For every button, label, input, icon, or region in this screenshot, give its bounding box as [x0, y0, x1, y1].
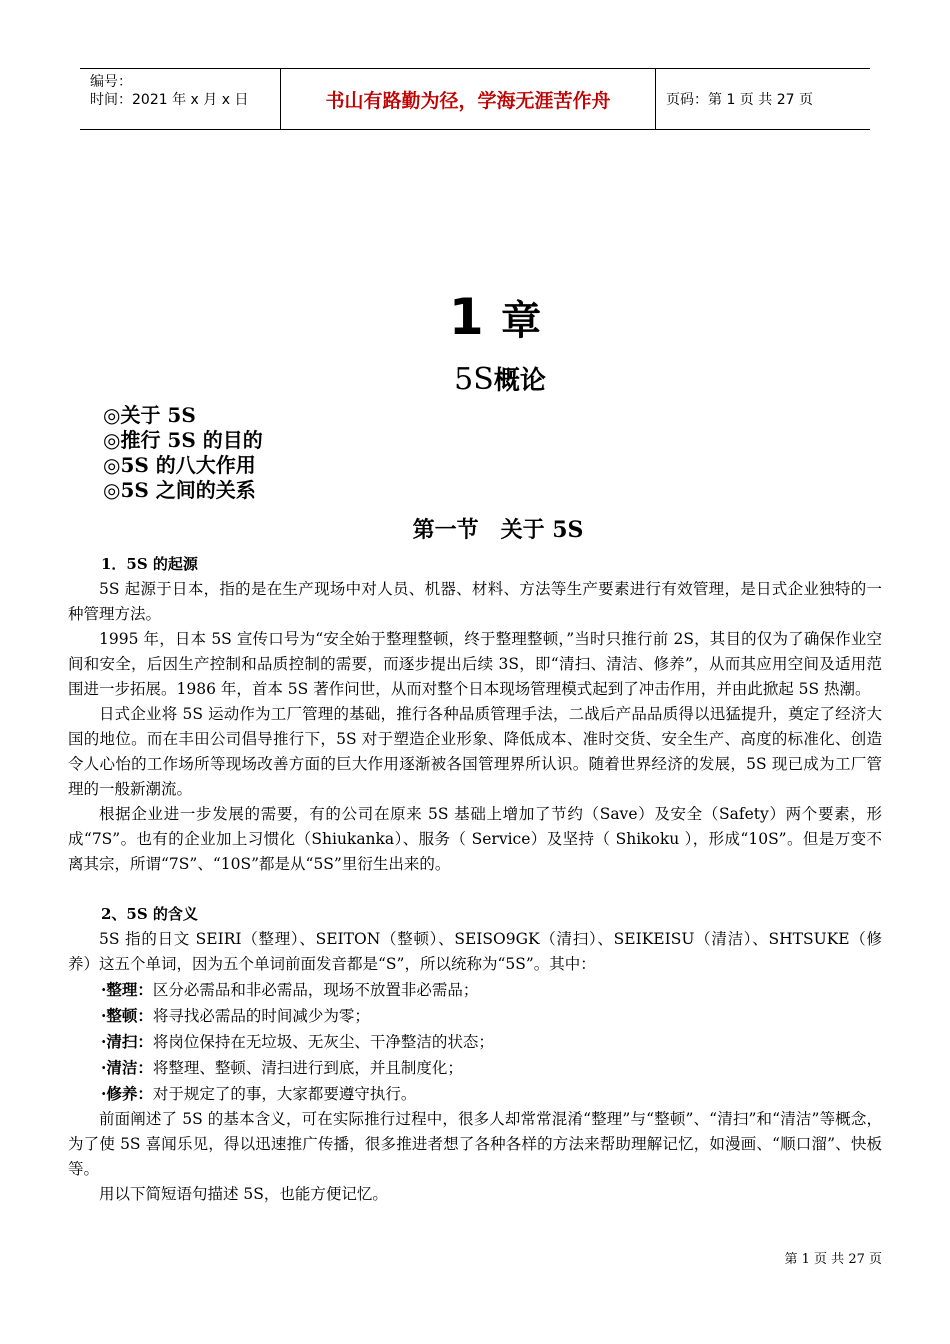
definition-term: ·整顿：	[101, 1006, 153, 1025]
page-footer: 第 1 页 共 27 页	[784, 1252, 882, 1267]
body-text	[68, 552, 882, 1207]
motto: 书山有路勤为径，学海无涯苦作舟	[281, 69, 656, 129]
chapter-word: 章	[501, 298, 542, 344]
chapter-title-zh: 概论	[493, 366, 546, 396]
toc-item: ◎推行 5S 的目的	[103, 428, 263, 452]
header-table	[80, 68, 870, 130]
paragraph: 5S 起源于日本，指的是在生产现场中对人员、机器、材料、方法等生产要素进行有效管理，是日式企业独特的一种管理方法。	[68, 580, 882, 623]
definition-term: ·修养：	[101, 1084, 153, 1103]
toc-item: ◎关于 5S	[103, 403, 196, 427]
paragraph: 5S 指的日文 SEIRI（整理）、SEITON（整顿）、SEISO9GK（清扫）、SEIKEISU（清洁）、SHTSUKE（修养）这五个单词，因为五个单词前面发音都是“S”，所以统称为“5S”。其中：	[68, 930, 882, 973]
definition-text: 将整理、整顿、清扫进行到底，并且制度化；	[152, 1059, 463, 1077]
definition-term: ·清洁：	[101, 1058, 153, 1077]
chapter-number: 1	[448, 288, 484, 346]
chapter-toc	[103, 403, 263, 503]
paragraph: 1995 年，日本 5S 宣传口号为“安全始于整理整顿，终于整理整顿，”当时只推行前 2S，其目的仅为了确保作业空间和安全，后因生产控制和品质控制的需要，而逐步提出后续 3S，即“清扫、清洁、修养”，从而其应用空间及适用范围进一步拓展。1986 年，首本 5S 著作问世，从而对整个日本现场管理模式起到了冲击作用，并由此掀起 5S 热潮。	[68, 630, 882, 698]
header-meta-cell	[80, 69, 281, 129]
paragraph: 日式企业将 5S 运动作为工厂管理的基础，推行各种品质管理手法，二战后产品品质得以迅猛提升，奠定了经济大国的地位。而在丰田公司倡导推行下，5S 对于塑造企业形象、降低成本、准时交货、安全生产、高度的标准化、创造令人心怡的工作场所等现场改善方面的巨大作用逐渐被各国管理界所认识。随着世界经济的发展，5S 现已成为工厂管理的一般新潮流。	[68, 705, 882, 798]
definition-item	[68, 1055, 882, 1081]
section-title: 第一节 关于 5S	[412, 517, 584, 543]
definition-text: 将岗位保持在无垃圾、无灰尘、干净整洁的状态；	[152, 1033, 494, 1051]
toc-item: ◎5S 之间的关系	[103, 478, 256, 502]
paragraph: 前面阐述了 5S 的基本含义，可在实际推行过程中，很多人却常常混淆“整理”与“整顿”、“清扫”和“清洁”等概念，为了使 5S 喜闻乐见，得以迅速推广传播，很多推进者想了各种各样的方法来帮助理解记忆，如漫画、“顺口溜”、快板等。	[68, 1110, 882, 1178]
subsection-heading: 2、5S 的含义	[101, 905, 198, 923]
definition-item	[68, 1003, 882, 1029]
definition-term: ·清扫：	[101, 1032, 153, 1051]
definition-item	[68, 1081, 882, 1107]
subsection-heading: 1．5S 的起源	[101, 555, 198, 573]
chapter-heading	[0, 288, 950, 346]
paragraph: 用以下简短语句描述 5S，也能方便记忆。	[99, 1185, 388, 1203]
definition-text: 区分必需品和非必需品，现场不放置非必需品；	[152, 981, 479, 999]
chapter-title	[0, 360, 950, 397]
paragraph: 根据企业进一步发展的需要，有的公司在原来 5S 基础上增加了节约（Save）及安全（Safety）两个要素，形成“7S”。也有的企业加上习惯化（Shiukanka）、服务（ Service）及坚持（ Shikoku ），形成“10S”。但是万变不离其宗，所谓“7S”、“10S”都是从“5S”里衍生出来的。	[68, 805, 882, 873]
definition-item	[68, 977, 882, 1003]
definition-text: 对于规定了的事，大家都要遵守执行。	[152, 1085, 417, 1103]
definition-term: ·整理：	[101, 980, 153, 999]
number-label: 编号：	[90, 74, 132, 90]
chapter-title-latin: 5S	[454, 362, 494, 397]
toc-item: ◎5S 的八大作用	[103, 453, 256, 477]
definition-item	[68, 1029, 882, 1055]
definition-text: 将寻找必需品的时间减少为零；	[152, 1007, 370, 1025]
time-label: 时间：2021 年 x 月 x 日	[90, 92, 249, 108]
page-info: 页码：第 1 页 共 27 页	[666, 92, 813, 108]
